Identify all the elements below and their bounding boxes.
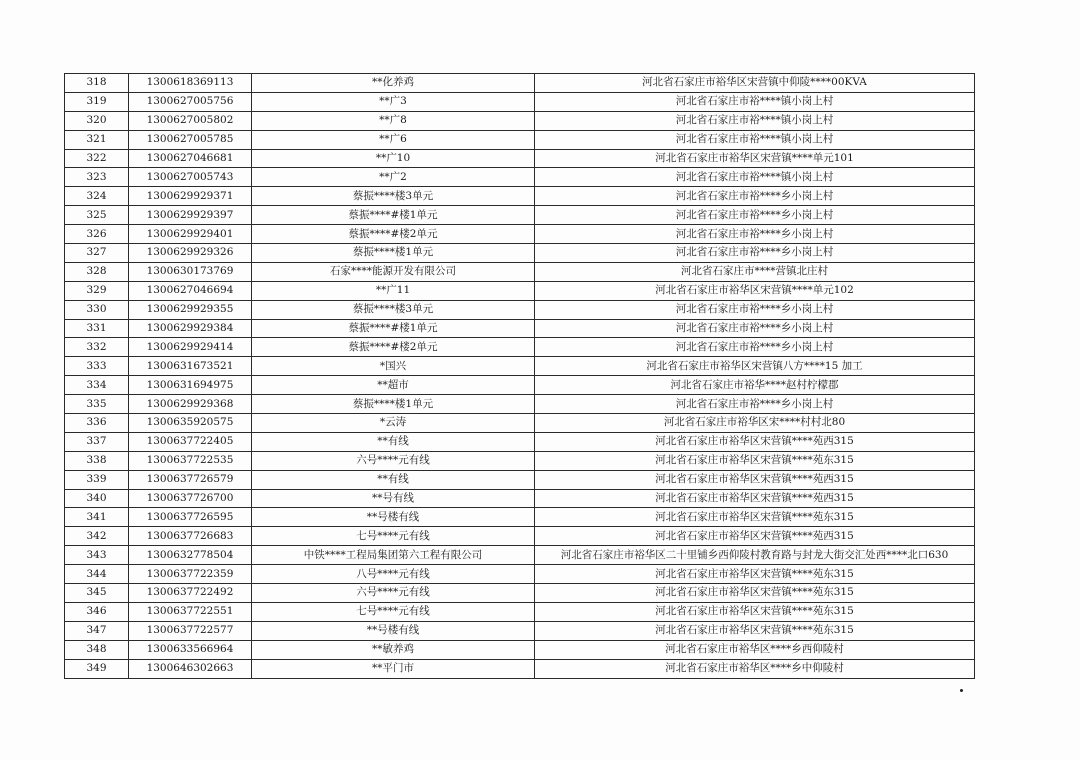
address-cell: 河北省石家庄市裕****镇小岗上村 [535, 111, 975, 130]
address-cell: 河北省石家庄市裕华区宋营镇****苑西315 [535, 527, 975, 546]
table-row [65, 508, 975, 527]
account-id-cell: 1300637722535 [129, 451, 252, 470]
customer-name-cell: 蔡振****楼3单元 [252, 187, 535, 206]
address-cell: 河北省石家庄市裕****乡小岗上村 [535, 225, 975, 244]
customer-name-cell: 蔡振****楼1单元 [252, 244, 535, 263]
account-id-cell: 1300637722359 [129, 565, 252, 584]
account-id-cell: 1300646302663 [129, 659, 252, 678]
address-cell: 河北省石家庄市裕华****赵村柠檬郡 [535, 376, 975, 395]
account-id-cell: 1300633566964 [129, 640, 252, 659]
row-number-cell: 344 [65, 565, 129, 584]
table-row [65, 168, 975, 187]
customer-name-cell: **广2 [252, 168, 535, 187]
customer-name-cell: 蔡振****#楼2单元 [252, 225, 535, 244]
table-row [65, 225, 975, 244]
account-id-cell: 1300635920575 [129, 414, 252, 433]
account-id-cell: 1300629929414 [129, 338, 252, 357]
address-cell: 河北省石家庄市裕华区宋营镇****苑东315 [535, 565, 975, 584]
table-row [65, 244, 975, 263]
row-number-cell: 325 [65, 206, 129, 225]
account-id-cell: 1300627005743 [129, 168, 252, 187]
row-number-cell: 339 [65, 470, 129, 489]
account-id-cell: 1300629929326 [129, 244, 252, 263]
account-id-cell: 1300637726579 [129, 470, 252, 489]
row-number-cell: 323 [65, 168, 129, 187]
row-number-cell: 322 [65, 149, 129, 168]
row-number-cell: 348 [65, 640, 129, 659]
table-row [65, 527, 975, 546]
row-number-cell: 335 [65, 395, 129, 414]
account-id-cell: 1300637722492 [129, 584, 252, 603]
row-number-cell: 342 [65, 527, 129, 546]
customer-name-cell: **超市 [252, 376, 535, 395]
table-row [65, 92, 975, 111]
table-row [65, 451, 975, 470]
address-cell: 河北省石家庄市裕****乡小岗上村 [535, 319, 975, 338]
table-row [65, 602, 975, 621]
address-cell: 河北省石家庄市****营镇北庄村 [535, 262, 975, 281]
customer-name-cell: **号楼有线 [252, 508, 535, 527]
account-id-cell: 1300629929384 [129, 319, 252, 338]
address-cell: 河北省石家庄市裕华区宋营镇****苑西315 [535, 470, 975, 489]
customer-name-cell: 蔡振****楼1单元 [252, 395, 535, 414]
row-number-cell: 318 [65, 74, 129, 93]
account-id-cell: 1300631694975 [129, 376, 252, 395]
account-id-cell: 1300627005785 [129, 130, 252, 149]
customer-name-cell: **广11 [252, 281, 535, 300]
row-number-cell: 320 [65, 111, 129, 130]
customer-name-cell: **广10 [252, 149, 535, 168]
customer-name-cell: 六号****元有线 [252, 584, 535, 603]
customer-name-cell: *国兴 [252, 357, 535, 376]
table-row [65, 489, 975, 508]
address-cell: 河北省石家庄市裕华区宋营镇****苑西315 [535, 432, 975, 451]
customer-name-cell: 石家****能源开发有限公司 [252, 262, 535, 281]
row-number-cell: 332 [65, 338, 129, 357]
table-row [65, 395, 975, 414]
table-row [65, 546, 975, 565]
table-row [65, 659, 975, 678]
row-number-cell: 333 [65, 357, 129, 376]
account-id-cell: 1300637722577 [129, 621, 252, 640]
table-row [65, 357, 975, 376]
account-id-cell: 1300618369113 [129, 74, 252, 93]
address-cell: 河北省石家庄市裕****镇小岗上村 [535, 168, 975, 187]
address-cell: 河北省石家庄市裕华区宋营镇八方****15 加工 [535, 357, 975, 376]
address-cell: 河北省石家庄市裕华区宋营镇****单元102 [535, 281, 975, 300]
table-row [65, 565, 975, 584]
row-number-cell: 337 [65, 432, 129, 451]
customer-name-cell: 八号****元有线 [252, 565, 535, 584]
table-row [65, 584, 975, 603]
row-number-cell: 343 [65, 546, 129, 565]
table-row [65, 376, 975, 395]
row-number-cell: 327 [65, 244, 129, 263]
row-number-cell: 336 [65, 414, 129, 433]
account-id-cell: 1300629929368 [129, 395, 252, 414]
row-number-cell: 329 [65, 281, 129, 300]
address-cell: 河北省石家庄市裕华区宋营镇****苑东315 [535, 508, 975, 527]
table-row [65, 319, 975, 338]
table-row [65, 206, 975, 225]
row-number-cell: 349 [65, 659, 129, 678]
address-cell: 河北省石家庄市裕华区宋营镇****苑东315 [535, 451, 975, 470]
customer-name-cell: 蔡振****#楼1单元 [252, 319, 535, 338]
account-id-cell: 1300627005802 [129, 111, 252, 130]
table-row [65, 149, 975, 168]
customer-name-cell: **平门市 [252, 659, 535, 678]
customer-name-cell: 七号****元有线 [252, 602, 535, 621]
address-cell: 河北省石家庄市裕华区宋****村村北80 [535, 414, 975, 433]
address-cell: 河北省石家庄市裕****乡小岗上村 [535, 206, 975, 225]
table-row [65, 414, 975, 433]
address-cell: 河北省石家庄市裕****乡小岗上村 [535, 244, 975, 263]
address-cell: 河北省石家庄市裕****镇小岗上村 [535, 130, 975, 149]
address-cell: 河北省石家庄市裕****乡小岗上村 [535, 187, 975, 206]
table-row [65, 281, 975, 300]
customer-name-cell: **化养鸡 [252, 74, 535, 93]
address-cell: 河北省石家庄市裕华区宋营镇****苑东315 [535, 584, 975, 603]
scan-speck [960, 689, 963, 692]
address-cell: 河北省石家庄市裕****乡小岗上村 [535, 395, 975, 414]
customer-table [64, 73, 975, 679]
address-cell: 河北省石家庄市裕华区二十里铺乡西仰陵村教育路与封龙大街交汇处西****北口630 [535, 546, 975, 565]
account-id-cell: 1300637726683 [129, 527, 252, 546]
table-row [65, 621, 975, 640]
customer-name-cell: 七号****元有线 [252, 527, 535, 546]
address-cell: 河北省石家庄市裕****乡小岗上村 [535, 300, 975, 319]
account-id-cell: 1300637726700 [129, 489, 252, 508]
row-number-cell: 347 [65, 621, 129, 640]
customer-name-cell: *云涛 [252, 414, 535, 433]
customer-name-cell: 蔡振****#楼1单元 [252, 206, 535, 225]
address-cell: 河北省石家庄市裕华区宋营镇****单元101 [535, 149, 975, 168]
row-number-cell: 330 [65, 300, 129, 319]
customer-name-cell: **敏养鸡 [252, 640, 535, 659]
table-row [65, 432, 975, 451]
account-id-cell: 1300629929401 [129, 225, 252, 244]
account-id-cell: 1300632778504 [129, 546, 252, 565]
row-number-cell: 331 [65, 319, 129, 338]
customer-name-cell: 六号****元有线 [252, 451, 535, 470]
account-id-cell: 1300631673521 [129, 357, 252, 376]
table-row [65, 111, 975, 130]
customer-name-cell: 蔡振****#楼2单元 [252, 338, 535, 357]
table-row [65, 130, 975, 149]
customer-name-cell: **有线 [252, 432, 535, 451]
account-id-cell: 1300627046681 [129, 149, 252, 168]
table-row [65, 470, 975, 489]
customer-name-cell: 中铁****工程局集团第六工程有限公司 [252, 546, 535, 565]
row-number-cell: 328 [65, 262, 129, 281]
customer-name-cell: **有线 [252, 470, 535, 489]
account-id-cell: 1300627005756 [129, 92, 252, 111]
account-id-cell: 1300637726595 [129, 508, 252, 527]
address-cell: 河北省石家庄市裕华区****乡西仰陵村 [535, 640, 975, 659]
address-cell: 河北省石家庄市裕华区宋营镇****苑东315 [535, 602, 975, 621]
row-number-cell: 345 [65, 584, 129, 603]
row-number-cell: 324 [65, 187, 129, 206]
account-id-cell: 1300627046694 [129, 281, 252, 300]
address-cell: 河北省石家庄市裕华区宋营镇****苑西315 [535, 489, 975, 508]
account-id-cell: 1300629929355 [129, 300, 252, 319]
address-cell: 河北省石家庄市裕华区宋营镇****苑东315 [535, 621, 975, 640]
table-row [65, 187, 975, 206]
address-cell: 河北省石家庄市裕华区****乡中仰陵村 [535, 659, 975, 678]
row-number-cell: 319 [65, 92, 129, 111]
customer-name-cell: **广6 [252, 130, 535, 149]
customer-name-cell: **号有线 [252, 489, 535, 508]
table-row [65, 74, 975, 93]
account-id-cell: 1300629929397 [129, 206, 252, 225]
row-number-cell: 321 [65, 130, 129, 149]
address-cell: 河北省石家庄市裕华区宋营镇中仰陵****00KVA [535, 74, 975, 93]
account-id-cell: 1300637722405 [129, 432, 252, 451]
customer-name-cell: **号楼有线 [252, 621, 535, 640]
row-number-cell: 346 [65, 602, 129, 621]
customer-name-cell: 蔡振****楼3单元 [252, 300, 535, 319]
row-number-cell: 334 [65, 376, 129, 395]
table-row [65, 338, 975, 357]
table-row [65, 262, 975, 281]
row-number-cell: 326 [65, 225, 129, 244]
row-number-cell: 341 [65, 508, 129, 527]
account-id-cell: 1300630173769 [129, 262, 252, 281]
table-row [65, 300, 975, 319]
table-body [65, 74, 975, 679]
table-row [65, 640, 975, 659]
address-cell: 河北省石家庄市裕****镇小岗上村 [535, 92, 975, 111]
account-id-cell: 1300629929371 [129, 187, 252, 206]
address-cell: 河北省石家庄市裕****乡小岗上村 [535, 338, 975, 357]
row-number-cell: 338 [65, 451, 129, 470]
account-id-cell: 1300637722551 [129, 602, 252, 621]
row-number-cell: 340 [65, 489, 129, 508]
customer-name-cell: **广8 [252, 111, 535, 130]
customer-name-cell: **广3 [252, 92, 535, 111]
